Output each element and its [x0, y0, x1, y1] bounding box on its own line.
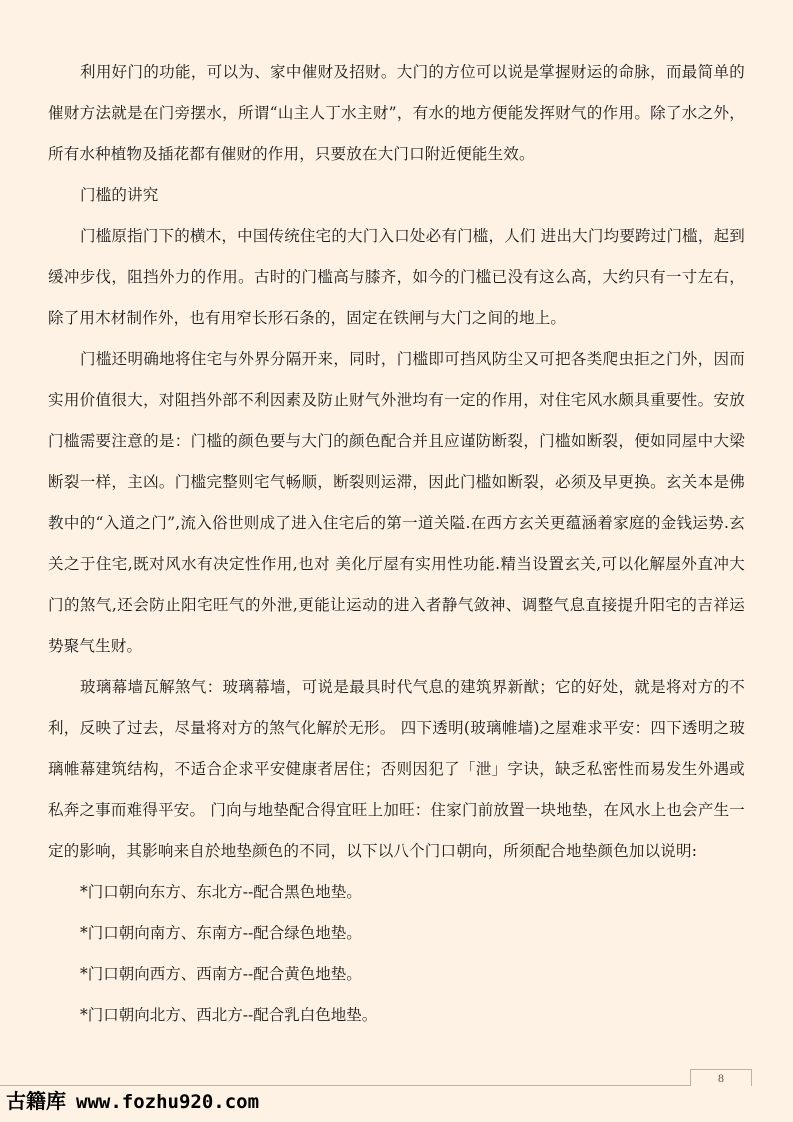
list-item: *门口朝向西方、西南方--配合黄色地垫。: [80, 965, 362, 983]
section-heading-threshold: 门槛的讲究: [80, 186, 159, 204]
watermark-logo: [6, 1086, 259, 1117]
list-item: *门口朝向东方、东北方--配合黑色地垫。: [80, 883, 362, 901]
watermark-name: 古籍库: [6, 1089, 66, 1113]
watermark-site: www.fozhu920.com: [76, 1091, 260, 1113]
paragraph-door-wealth: 利用好门的功能，可以为、家中催财及招财。大门的方位可以说是掌握财运的命脉，而最简单的催财方法就是在门旁摆水，所谓“山主人丁水主财”，有水的地方便能发挥财气的作用。除了水之外，所有水种植物及插花都有催财的作用，只要放在大门口附近便能生效。: [48, 63, 745, 163]
document-body: [48, 52, 745, 1036]
page-number: 8: [690, 1069, 752, 1086]
list-item: *门口朝向北方、西北方--配合乳白色地垫。: [80, 1006, 378, 1024]
paragraph-threshold-function: 门槛还明确地将住宅与外界分隔开来，同时，门槛即可挡风防尘又可把各类爬虫拒之门外，因而实用价值很大，对阻挡外部不利因素及防止财气外泄均有一定的作用，对住宅风水颇具重要性。安放门槛需要注意的是：门槛的颜色要与大门的颜色配合并且应谨防断裂，门槛如断裂，便如同屋中大梁断裂一样，主凶。门槛完整则宅气畅顺，断裂则运滞，因此门槛如断裂，必须及早更换。玄关本是佛教中的“入道之门”,流入俗世则成了进入住宅后的第一道关隘.在西方玄关更蕴涵着家庭的金钱运势.玄关之于住宅,既对风水有决定性作用,也对 美化厅屋有实用性功能.精当设置玄关,可以化解屋外直冲大门的煞气,还会防止阳宅旺气的外泄,更能让运动的进入者静气敛神、调整气息直接提升阳宅的吉祥运势聚气生财。: [48, 350, 745, 655]
paragraph-glass-curtain-wall: 玻璃幕墙瓦解煞气：玻璃幕墙，可说是最具时代气息的建筑界新猷；它的好处，就是将对方的不利，反映了过去，尽量将对方的煞气化解於无形。 四下透明(玻璃帷墙)之屋难求平安：四下透明之玻璃帷幕建筑结构，不适合企求平安健康者居住；否则因犯了「泄」字诀，缺乏私密性而易发生外遇或私奔之事而难得平安。 门向与地垫配合得宜旺上加旺：住家门前放置一块地垫，在风水上也会产生一定的影响，其影响来自於地垫颜色的不同，以下以八个门口朝向，所须配合地垫颜色加以说明:: [48, 678, 745, 860]
paragraph-threshold-definition: 门槛原指门下的横木，中国传统住宅的大门入口处必有门槛，人们 进出大门均要跨过门槛，起到缓冲步伐，阻挡外力的作用。古时的门槛高与膝齐，如今的门槛已没有这么高，大约只有一寸左右，除了用木材制作外，也有用窄长形石条的，固定在铁闸与大门之间的地上。: [48, 227, 745, 327]
list-item: *门口朝向南方、东南方--配合绿色地垫。: [80, 924, 362, 942]
